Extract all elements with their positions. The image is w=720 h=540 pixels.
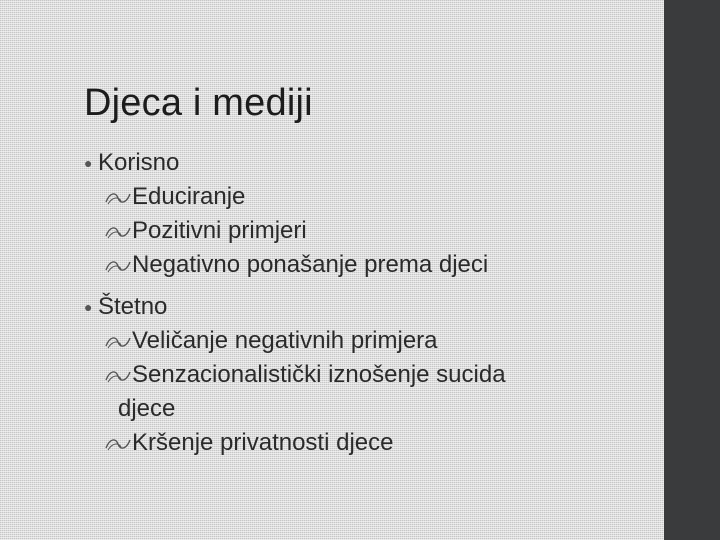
- slide-title: Djeca i mediji: [84, 82, 313, 124]
- sub-bullet-label: Educiranje: [132, 183, 246, 210]
- bullet-list: [84, 146, 644, 460]
- decorative-swirl-icon: [104, 222, 132, 242]
- decorative-swirl-icon: [104, 366, 132, 386]
- sub-bullet-label: Veličanje negativnih primjera: [132, 327, 438, 354]
- sub-bullet-label: Kršenje privatnosti djece: [132, 429, 394, 456]
- decorative-swirl-icon: [104, 188, 132, 208]
- section-stetno: [84, 290, 644, 460]
- sub-bullet-continuation: djece: [118, 395, 176, 422]
- bullet-dot-icon: ●: [84, 299, 93, 315]
- decorative-swirl-icon: [104, 256, 132, 276]
- section-korisno: [84, 146, 644, 282]
- sub-bullet-item: [84, 358, 644, 426]
- sub-bullet-item: [84, 214, 644, 248]
- sub-bullet-label: Negativno ponašanje prema djeci: [132, 251, 489, 278]
- bullet-heading-label: Štetno: [98, 293, 168, 320]
- sub-bullet-item: [84, 426, 644, 460]
- decorative-swirl-icon: [104, 332, 132, 352]
- side-accent-bar: [664, 0, 720, 540]
- sub-bullet-item: [84, 324, 644, 358]
- sub-bullet-label: Senzacionalistički iznošenje sucida: [132, 361, 506, 388]
- sub-bullet-item: [84, 248, 644, 282]
- bullet-heading-label: Korisno: [98, 149, 180, 176]
- bullet-heading: [84, 146, 644, 180]
- bullet-heading: [84, 290, 644, 324]
- bullet-dot-icon: ●: [84, 155, 93, 171]
- decorative-swirl-icon: [104, 434, 132, 454]
- sub-bullet-item: [84, 180, 644, 214]
- sub-bullet-label: Pozitivni primjeri: [132, 217, 307, 244]
